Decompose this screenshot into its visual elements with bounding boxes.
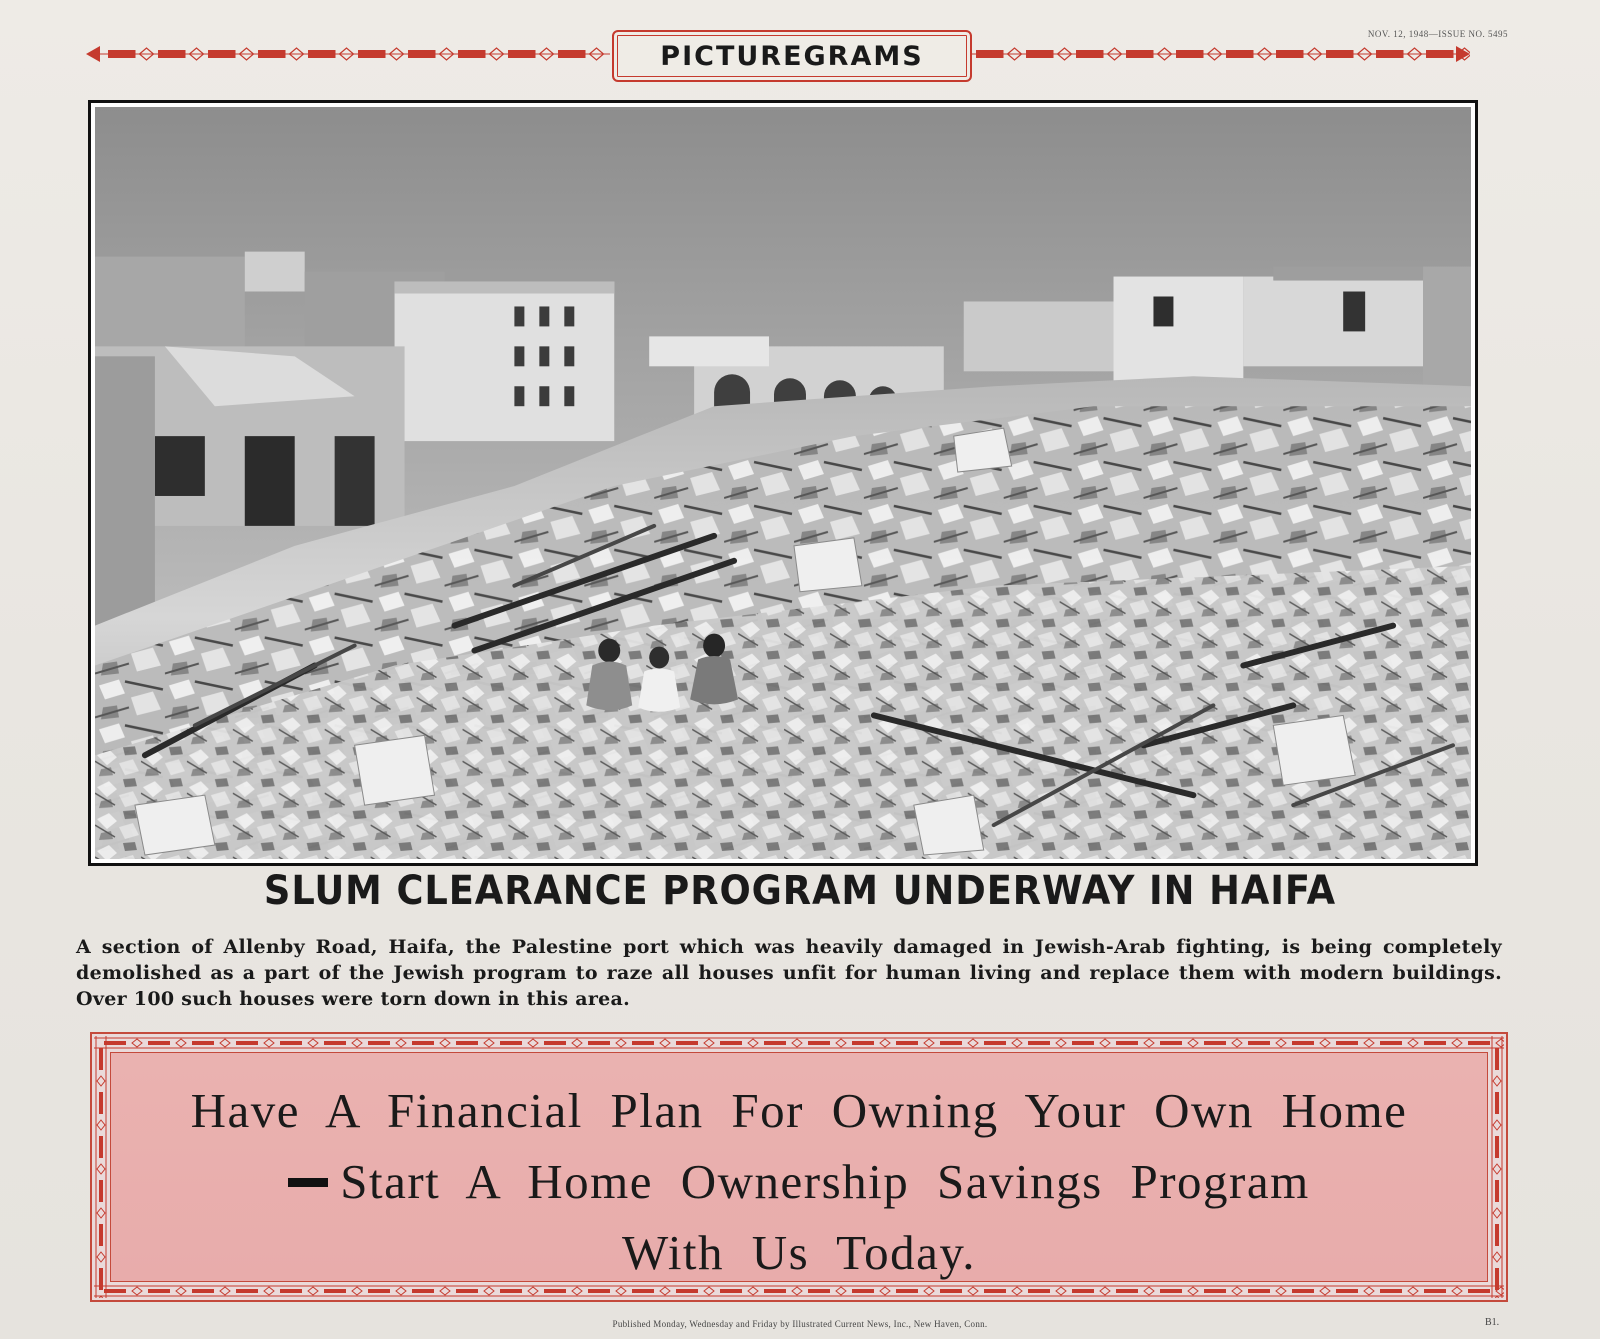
ad-line-3: With Us Today.	[622, 1225, 976, 1280]
ad-line-1: Have A Financial Plan For Owning Your Own Home	[190, 1083, 1408, 1138]
ad-border-left	[94, 1036, 108, 1298]
ad-message	[111, 1075, 1487, 1288]
ruins-photo-illustration	[95, 107, 1471, 859]
sheet-code: B1.	[1485, 1317, 1500, 1328]
ad-border-right	[1490, 1036, 1504, 1298]
ornament-border-icon	[86, 42, 610, 66]
ad-panel	[110, 1052, 1488, 1282]
ornament-border-icon	[970, 42, 1470, 66]
dash-icon	[288, 1178, 328, 1187]
headline: SLUM CLEARANCE PROGRAM UNDERWAY IN HAIFA	[263, 868, 1337, 914]
news-photo	[88, 100, 1478, 866]
header-border-left	[86, 42, 610, 66]
issue-date-line: NOV. 12, 1948—ISSUE NO. 5495	[1367, 29, 1508, 39]
ad-border-top	[94, 1036, 1504, 1050]
ornament-border-icon	[94, 1036, 108, 1298]
masthead	[612, 30, 972, 82]
masthead-title: PICTUREGRAMS	[660, 40, 924, 72]
photo-caption: A section of Allenby Road, Haifa, the Palestine port which was heavily damaged in Jewish-Arab fighting, is being completely demolished as a part of the Jewish program to raze all houses unfit for human living and replace them with modern buildings. Over 100 such houses were torn down in this area.	[76, 936, 1502, 1010]
ad-box	[90, 1032, 1508, 1302]
ad-line-2: Start A Home Ownership Savings Program	[340, 1154, 1310, 1209]
ad-line-2-wrap	[111, 1146, 1487, 1217]
header-border-right	[970, 42, 1470, 66]
ornament-border-icon	[1490, 1036, 1504, 1298]
publisher-line: Published Monday, Wednesday and Friday by Illustrated Current News, Inc., New Haven, Conn.	[612, 1319, 988, 1329]
ornament-border-icon	[94, 1036, 1504, 1050]
